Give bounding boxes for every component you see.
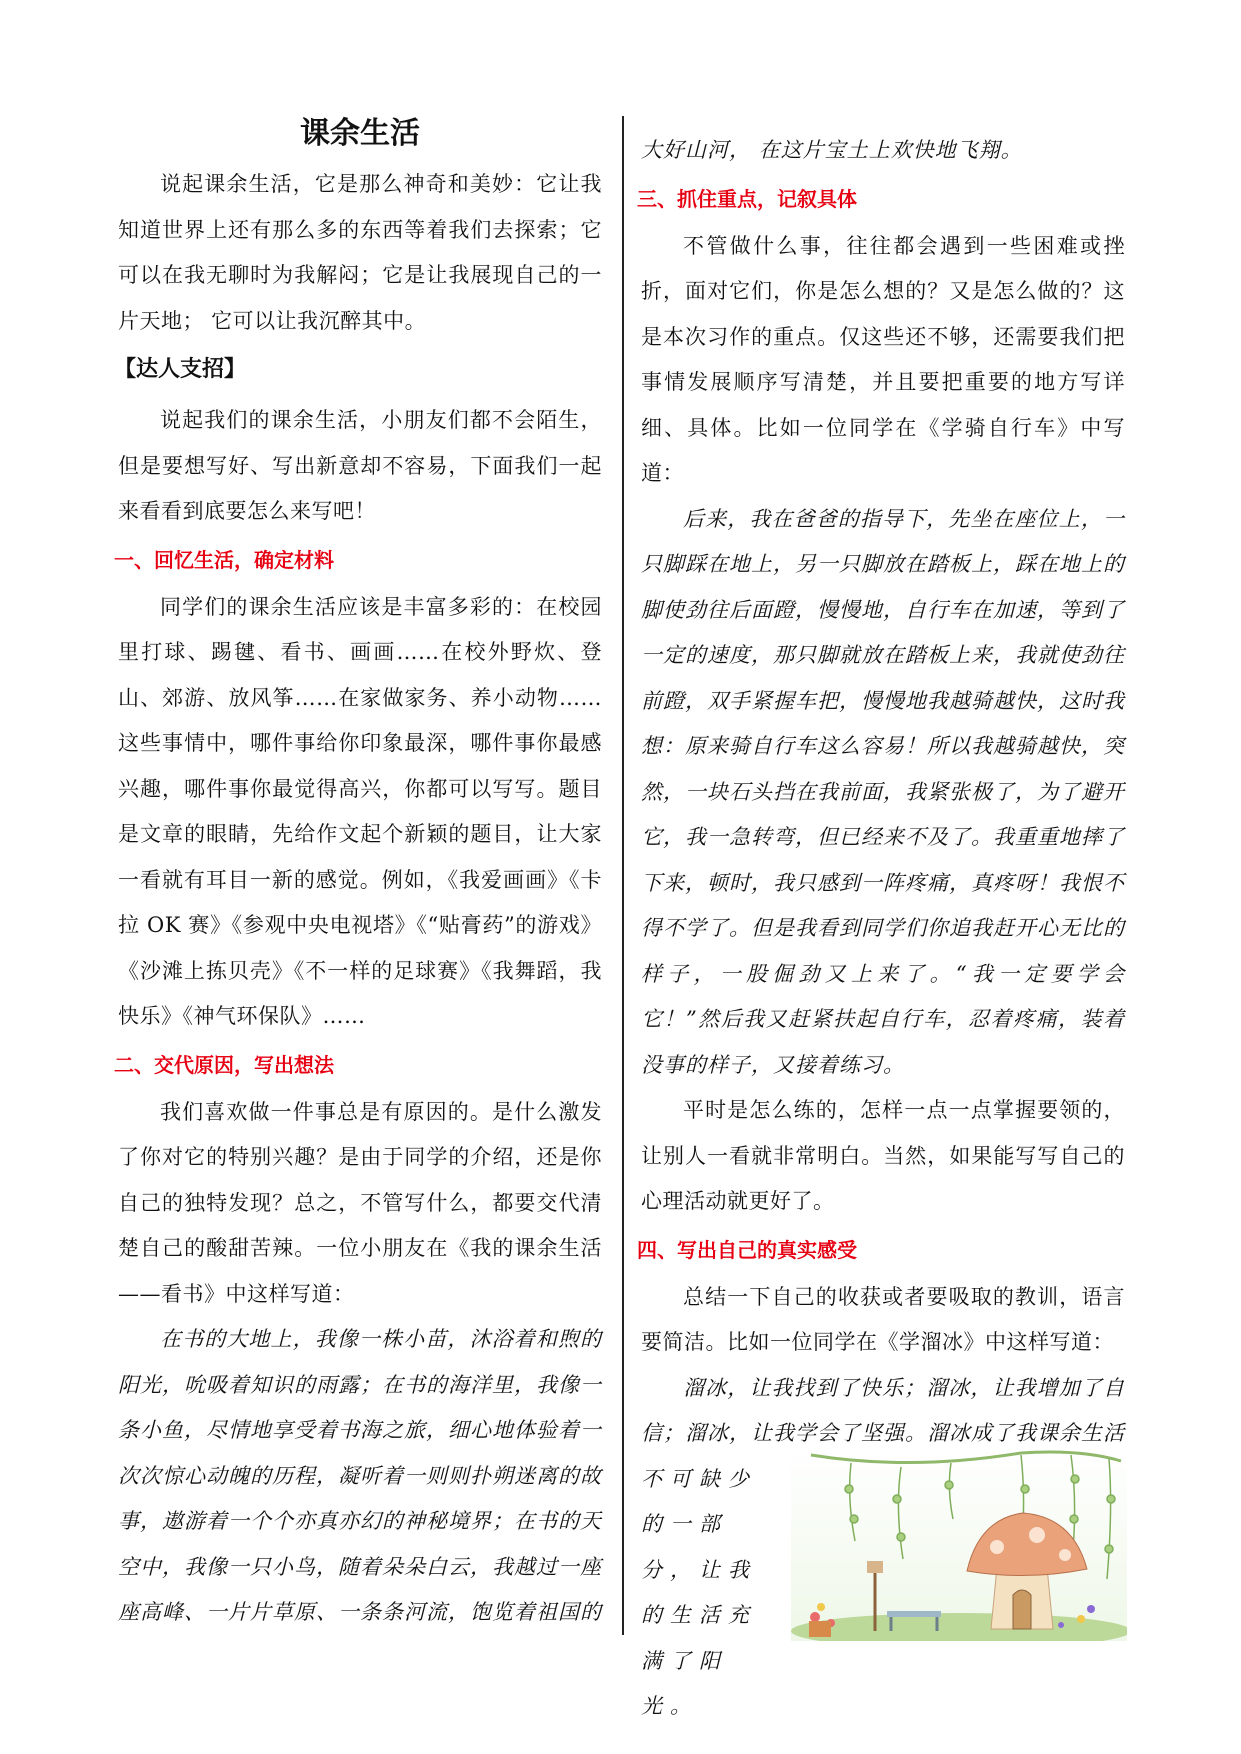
left-column [114,112,602,1636]
section4-quote: 溜冰，让我找到了快乐；溜冰，让我增加了自信；溜冰，让我学会了坚强。溜冰成了我课余生活 [641,1375,1125,1445]
section4-heading: 四、写出自己的真实感受 [637,1237,857,1262]
section3-paragraph-2: 平时是怎么练的，怎样一点一点掌握要领的，让别人一看就非常明白。当然，如果能写写自己的心理活动就更好了。 [641,1098,1125,1213]
column-divider [622,116,624,1635]
quote-continued: 大好山河， 在这片宝土上欢快地飞翔。 [641,138,1023,162]
section2-quote: 在书的大地上，我像一株小苗，沐浴着和煦的阳光，吮吸着知识的雨露；在书的海洋里，我像一条小鱼，尽情地享受着书海之旅，细心地体验着一次次惊心动魄的历程，凝听着一则则扑朔迷离的故事，遨游着一个个亦真亦幻的神秘境界；在书的天空中，我像一只小鸟，随着朵朵白云，我越过一座座高峰、一片片草原、一条条河流，饱览着祖国的 [118,1327,602,1624]
section3-quote: 后来，我在爸爸的指导下，先坐在座位上，一只脚踩在地上，另一只脚放在踏板上，踩在地上的脚使劲往后面蹬，慢慢地，自行车在加速，等到了一定的速度，那只脚就放在踏板上来，我就使劲往前蹬，双手紧握车把，慢慢地我越骑越快，这时我想：原来骑自行车这么容易！所以我越骑越快，突然，一块石头挡在我前面，我紧张极了，为了避开它，我一急转弯，但已经来不及了。我重重地摔了下来，顿时，我只感到一阵疼痛，真疼呀！我恨不得不学了。但是我看到同学们你追我赶开心无比的样子，一股倔劲又上来了。“我一定要学会它！”然后我又赶紧扶起自行车，忍着疼痛，装着没事的样子，又接着练习。 [641,506,1125,1077]
tips-heading: 【达人支招】 [114,357,247,382]
section1-heading: 一、回忆生活，确定材料 [114,547,334,572]
section1-paragraph: 同学们的课余生活应该是丰富多彩的：在校园里打球、踢毽、看书、画画……在校外野炊、登山、郊游、放风筝……在家做家务、养小动物……这些事情中，哪件事给你印象最深，哪件事你最感兴趣，哪件事你最觉得高兴，你都可以写写。题目是文章的眼睛，先给作文起个新颖的题目，让大家一看就有耳目一新的感觉。例如，《我爱画画》《卡拉 OK 赛》《参观中央电视塔》《“贴膏药”的游戏》《沙滩上拣贝壳》《不一样的足球赛》《我舞蹈，我快乐》《神气环保队》…… [118,594,602,1028]
section2-heading: 二、交代原因，写出想法 [114,1052,334,1077]
quote-with-illustration [641,1457,1125,1718]
intro-paragraph: 说起课余生活，它是那么神奇和美妙：它让我知道世界上还有那么多的东西等着我们去探索；它可以在我无聊时为我解闷；它是让我展现自己的一片天地； 它可以让我沉醉其中。 [118,172,602,333]
section4-paragraph: 总结一下自己的收获或者要吸取的教训，语言要简洁。比如一位同学在《学溜冰》中这样写道： [641,1284,1125,1354]
mushroom-house-illustration [791,1449,1127,1641]
section4-quote-wrap: 不可缺少的一部分，让我的生活充满了阳光。 [641,1466,757,1718]
page-title: 课余生活 [300,116,420,151]
section3-paragraph-1: 不管做什么事，往往都会遇到一些困难或挫折，面对它们，你是怎么想的？又是怎么做的？这是本次习作的重点。仅这些还不够，还需要我们把事情发展顺序写清楚，并且要把重要的地方写详细、具体。比如一位同学在《学骑自行车》中写道： [641,233,1125,485]
section3-heading: 三、抓住重点，记叙具体 [637,186,857,211]
tips-paragraph: 说起我们的课余生活，小朋友们都不会陌生，但是要想写好、写出新意却不容易，下面我们一起来看看到底要怎么来写吧！ [118,408,602,523]
right-column [637,128,1125,1718]
section2-paragraph: 我们喜欢做一件事总是有原因的。是什么激发了你对它的特别兴趣？是由于同学的介绍，还是你自己的独特发现？总之，不管写什么，都要交代清楚自己的酸甜苦辣。一位小朋友在《我的课余生活——看书》中这样写道： [118,1099,602,1306]
